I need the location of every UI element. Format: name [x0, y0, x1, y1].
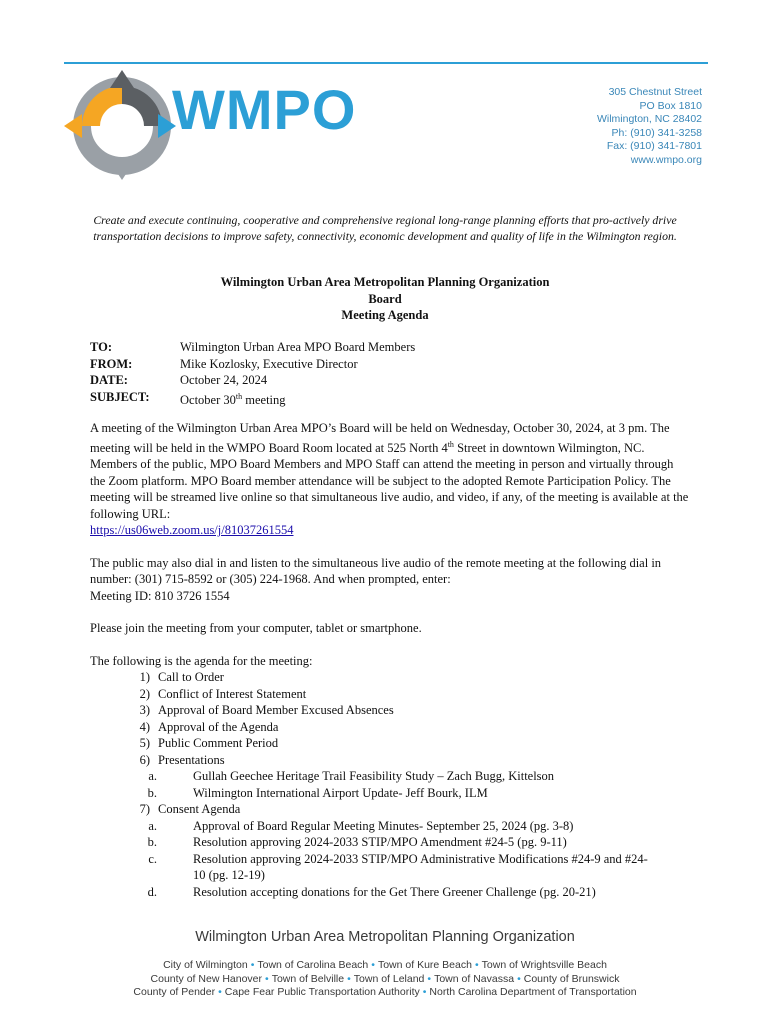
memo-subject-row	[90, 389, 415, 409]
footer-title: Wilmington Urban Area Metropolitan Planning Organization	[195, 929, 575, 945]
agenda-item: 2) Conflict of Interest Statement	[139, 686, 307, 701]
agenda-item: 7) Consent Agenda	[139, 802, 241, 816]
org-title: Wilmington Urban Area Metropolitan Planning Organization	[220, 275, 550, 289]
address-line: Wilmington, NC 28402	[596, 113, 702, 125]
agenda-title: Meeting Agenda	[341, 308, 429, 322]
agenda-item: 3) Approval of Board Member Excused Absences	[139, 703, 394, 717]
agenda-item: 6) Presentations	[139, 752, 225, 767]
memo-label: DATE:	[90, 373, 128, 387]
footer-line-3: County of Pender • Cape Fear Public Transportation Authority • North Carolina Department of Transportation	[133, 986, 637, 998]
agenda-item: 5) Public Comment Period	[139, 736, 279, 750]
memo-value	[180, 389, 286, 409]
meeting-id: Meeting ID: 810 3726 1554	[90, 588, 230, 603]
subject-text: October 30	[180, 392, 236, 407]
paragraph-sup: th	[447, 439, 454, 449]
consent-item: d. Resolution accepting donations for the Get There Greener Challenge (pg. 20-21)	[147, 884, 596, 899]
mission-statement: Create and execute continuing, cooperative and comprehensive regional long-range planning efforts that pro-actively drive transportation decisions to improve safety, connectivity, economic development and quality of life in the Wilmington region.	[93, 213, 677, 243]
footer-line-2: County of New Hanover • Town of Belville • Town of Leland • Town of Navassa • County of Brunswick	[150, 972, 620, 985]
memo-label: TO:	[90, 340, 112, 354]
board-title: Board	[368, 291, 402, 306]
document-titles	[90, 274, 680, 324]
memo-value: Wilmington Urban Area MPO Board Members	[180, 340, 416, 354]
memo-from-row	[90, 356, 415, 373]
footer-line-1: City of Wilmington • Town of Carolina Beach • Town of Kure Beach • Town of Wrightsville Beach	[163, 959, 607, 971]
header-rule	[64, 62, 708, 64]
memo-label: FROM:	[90, 356, 133, 371]
agenda-item: 4) Approval of the Agenda	[139, 719, 279, 734]
agenda-list	[90, 669, 690, 900]
consent-item: b. Resolution approving 2024-2033 STIP/MPO Amendment #24-5 (pg. 9-11)	[147, 835, 567, 849]
address-line: Fax: (910) 341-7801	[606, 140, 702, 152]
memo-header	[90, 339, 415, 408]
paragraph-text: A meeting of the Wilmington Urban Area MPO’s Board will be held on Wednesday, October 30, 2024, at 3 pm. The meeting will be held in the WMPO Board Room located at 525 North 4	[90, 421, 670, 455]
wmpo-logo-icon	[60, 66, 180, 184]
footer-members	[0, 959, 770, 1000]
paragraph-text-end: Street in downtown Wilmington, NC. Members of the public, MPO Board Members and MPO Staff can attend the meeting in person and virtually through the Zoom platform. MPO Board member attendance will be subject to the adopted Remote Participation Policy. The meeting will be streamed live online so that simultaneous live audio, and video, if any, of the meeting is available at the following URL:	[90, 440, 689, 521]
dial-in-paragraph: The public may also dial in and listen to the simultaneous live audio of the remote meeting at the following dial in number: (301) 715-8592 or (305) 224-1968. And when prompted, enter:	[90, 555, 662, 587]
memo-value: Mike Kozlosky, Executive Director	[180, 356, 358, 371]
website-link[interactable]: www.wmpo.org	[630, 153, 702, 166]
memo-date-row	[90, 372, 415, 389]
presentation-item: a. Gullah Geechee Heritage Trail Feasibility Study – Zach Bugg, Kittelson	[148, 769, 555, 783]
address-line: 305 Chestnut Street	[608, 86, 702, 98]
consent-item: c. Resolution approving 2024-2033 STIP/MPO Administrative Modifications #24-9 and #24-10 (pg. 12-19)	[148, 851, 648, 882]
subject-text-end: meeting	[242, 392, 286, 407]
address-block	[597, 86, 702, 167]
agenda-intro: The following is the agenda for the meeting:	[90, 653, 313, 668]
presentation-item: b. Wilmington International Airport Update- Jeff Bourk, ILM	[147, 785, 488, 800]
memo-to-row	[90, 339, 415, 356]
memo-value: October 24, 2024	[180, 373, 268, 387]
consent-item: a. Approval of Board Regular Meeting Minutes- September 25, 2024 (pg. 3-8)	[148, 818, 574, 833]
brand-name: WMPO	[172, 78, 357, 141]
meeting-body	[90, 420, 690, 669]
address-line: PO Box 1810	[639, 99, 702, 112]
zoom-link[interactable]: https://us06web.zoom.us/j/81037261554	[90, 523, 294, 538]
memo-label: SUBJECT:	[90, 389, 150, 404]
agenda-item: 1) Call to Order	[139, 670, 224, 684]
meeting-paragraph	[90, 420, 690, 522]
join-paragraph: Please join the meeting from your computer, tablet or smartphone.	[90, 621, 422, 636]
subject-sup: th	[235, 391, 243, 401]
address-line: Ph: (910) 341-3258	[611, 126, 702, 139]
